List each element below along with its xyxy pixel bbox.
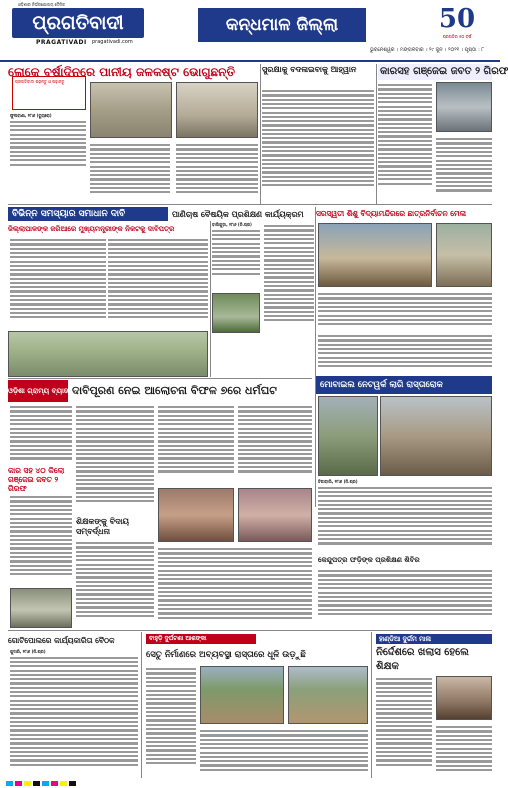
divider <box>260 64 261 204</box>
dateline: ଭୁବନେଶ୍ୱର । ମଙ୍ଗଳବାର । ୨୯ ଜୁନ । ୨୦୨୧ । ପୃଷ୍ଠା : ୮ <box>369 47 484 53</box>
training-body-2 <box>264 223 314 333</box>
headline-odisha-bank[interactable]: ଓଡ଼ିଶା ଗ୍ରାମ୍ୟ ବ୍ୟାଙ୍କ <box>8 380 68 402</box>
divider <box>141 632 142 778</box>
water-crisis-body-3 <box>176 142 258 200</box>
mobile-tower-body <box>318 480 492 552</box>
strike-body-2 <box>76 404 154 514</box>
divider <box>376 64 377 204</box>
divider <box>8 378 312 379</box>
school-fest-body-2 <box>318 333 492 373</box>
headline-school-fest[interactable]: ସରସ୍ୱତୀ ଶିଶୁ ବିଦ୍ୟାମନ୍ଦିରରେ ଛାତ୍ରନିର୍ବାଚନ ମେଳା <box>316 209 467 218</box>
divider <box>210 221 211 377</box>
car-40kg-body <box>10 494 72 586</box>
car-seized-body-2 <box>436 136 492 200</box>
memorandum-body-2 <box>108 237 208 327</box>
strike-body <box>10 404 72 464</box>
training-body <box>212 223 260 289</box>
anniversary-badge <box>432 4 482 44</box>
memorandum-body <box>10 237 106 327</box>
teacher-farewell-photo-1 <box>158 488 234 542</box>
mobile-byline: ଟିକାବାଲି, ୨୮ା୬ (ନି.ପ୍ର) <box>318 479 358 484</box>
training-photo <box>212 293 260 333</box>
divider <box>315 207 316 507</box>
headline-bridge-sub[interactable]: ବାହୁଡ଼ି ଦୁର୍ଘଟଣା ଆଶଙ୍କା <box>146 634 256 644</box>
police-seizure-photo <box>10 588 72 628</box>
road-block-photo-2 <box>380 396 492 476</box>
training-byline: ବାଲିଗୁଡ଼ା, ୨୮ା୬ (ନି.ପ୍ର) <box>212 222 252 227</box>
water-crisis-body-2 <box>90 142 170 200</box>
headline-memorandum[interactable]: ଜିଲ୍ଲାପାଳଙ୍କ ଜରିଆରେ ମୁଖ୍ୟମନ୍ତ୍ରୀଙ୍କ ନିକଟକୁ ଦାବିପତ୍ର <box>8 224 175 233</box>
section-title: କନ୍ଧମାଳ ଜିଲ୍ଲା <box>198 8 366 42</box>
strike-body-4 <box>238 404 312 484</box>
headline-sports[interactable]: ଗୋଟିପୋଲରେ କାର୍ଯ୍ୟକାରିତା ବୈଠକ <box>8 636 115 645</box>
water-crisis-body <box>10 114 86 178</box>
logo-odia: ପ୍ରଗତିବାଦୀ <box>12 8 144 38</box>
logo-english: PRAGATIVADI <box>36 39 87 46</box>
masthead <box>0 0 500 62</box>
bridge-body-2 <box>200 728 368 776</box>
headline-water-crisis[interactable]: ଲୋକେ ବର୍ଷାଦିନରେ ପାନୀୟ ଜଳକଷ୍ଟ ଭୋଗୁଛନ୍ତି <box>8 65 236 79</box>
teacher-farewell-body <box>76 540 154 628</box>
promo-box <box>12 76 86 110</box>
headline-honeycomb[interactable]: ହାଣ୍ଡିଆ ଦୁର୍ଗମ ମାଳା <box>376 634 492 644</box>
water-pipe-photo <box>176 82 258 138</box>
bridge-construction-photo <box>200 666 284 724</box>
kendupatta-body <box>318 568 492 624</box>
teacher-farewell-photo-2 <box>238 488 312 542</box>
headline-mla-meeting[interactable]: ସୁରକ୍ଷାକୁ ବଦଳାଇବାକୁ ଆହ୍ୱାନ <box>262 64 357 74</box>
memorandum-photo <box>8 331 208 377</box>
date-text: ଭୁବନେଶ୍ୱର । ମଙ୍ଗଳବାର । ୨୯ ଜୁନ । ୨୦୨୧ <box>369 47 460 53</box>
anniversary-text: ପ୍ରଗତିର ୫୦ ବର୍ଷ <box>442 34 472 39</box>
promo-text: ପ୍ରଗତିବାଦୀ ପଢ଼ନ୍ତୁ ଓ ପଢ଼ାନ୍ତୁ <box>15 79 65 84</box>
anniversary-number: 50 <box>438 4 476 34</box>
teacher-portrait-photo <box>436 676 492 720</box>
divider <box>8 204 492 205</box>
newspaper-logo[interactable] <box>12 8 182 46</box>
bridge-body <box>146 666 196 776</box>
school-fest-body <box>318 291 492 331</box>
headline-kendupatta[interactable]: କେନ୍ଦୁପତ୍ର ଫଡ଼ିଙ୍କ ପ୍ରଶିକ୍ଷଣ ଶିବିର <box>318 555 420 564</box>
seized-car-photo <box>436 82 492 132</box>
page-number: ପୃଷ୍ଠା : ୮ <box>464 47 484 53</box>
headline-car-seized[interactable]: କାରସହ ଗଞ୍ଜେଇ ଜବତ ୨ ଗିରଫ <box>378 64 492 80</box>
divider <box>8 630 492 631</box>
school-event-photo <box>318 223 432 287</box>
water-tank-photo <box>90 82 172 138</box>
headline-teacher-farewell[interactable]: ଶିକ୍ଷକଙ୍କୁ ବିଦାୟ ସମ୍ବର୍ଦ୍ଧନା <box>76 516 130 536</box>
sports-byline: ଗୁଦାରି, ୨୮ା୬ (ନି.ପ୍ର) <box>10 649 46 654</box>
headline-teacher-released[interactable]: ନିର୍ଦ୍ଦେଶରେ ଖଲାସ ହେଲେ ଶିକ୍ଷକ <box>376 647 469 672</box>
school-event-photo-2 <box>436 223 492 287</box>
sports-body <box>10 650 138 776</box>
road-block-photo <box>318 396 378 476</box>
headline-strike-failed[interactable]: ଦାବିପୂରଣ ନେଇ ଆଲୋଚନା ବିଫଳ ୭ରେ ଧର୍ମଘଟ <box>72 384 277 397</box>
teacher-farewell-body-2 <box>158 546 312 628</box>
divider <box>371 632 372 778</box>
logo-url: pragativadi.com <box>92 39 133 45</box>
mla-meeting-body <box>262 88 374 200</box>
headline-mobile-tower[interactable]: ମୋବାଇଲ ନେଟୱର୍କ ଲାଗି ରାସ୍ତାରୋକ <box>316 376 492 394</box>
strike-body-3 <box>158 404 234 484</box>
masthead-tagline: ଓଡ଼ିଶାର ନିର୍ଭରଯୋଗ୍ୟ ଦୈନିକ <box>18 2 66 7</box>
teacher-released-body <box>376 676 432 776</box>
print-registration-marks <box>0 781 500 788</box>
headline-demand[interactable]: ବିଭିନ୍ନ ସମସ୍ୟାର ସମାଧାନ ଦାବି <box>8 207 168 221</box>
teacher-released-body-2 <box>436 724 492 776</box>
dusty-road-photo <box>288 666 368 724</box>
headline-car-40kg[interactable]: କାର ସହ ୪୦ କିଲୋ ଗଞ୍ଜେଇ ଜବତ ୨ ଗିରଫ <box>8 466 65 493</box>
water-byline: ଫୁଲବାଣୀ, ୨୮ା୬ (ବ୍ୟୁରୋ) <box>10 113 52 118</box>
headline-training[interactable]: ପାଣିଚାଷ ବୈଷୟିକ ପ୍ରଶିକ୍ଷଣ କାର୍ଯ୍ୟକ୍ରମ <box>172 209 304 219</box>
headline-bridge[interactable]: ସେତୁ ନିର୍ମାଣରେ ଅବ୍ୟବସ୍ଥା ରାସ୍ତାରେ ଧୂଳି ଉଡ଼ୁଛି <box>146 650 306 660</box>
car-seized-body <box>378 82 432 200</box>
